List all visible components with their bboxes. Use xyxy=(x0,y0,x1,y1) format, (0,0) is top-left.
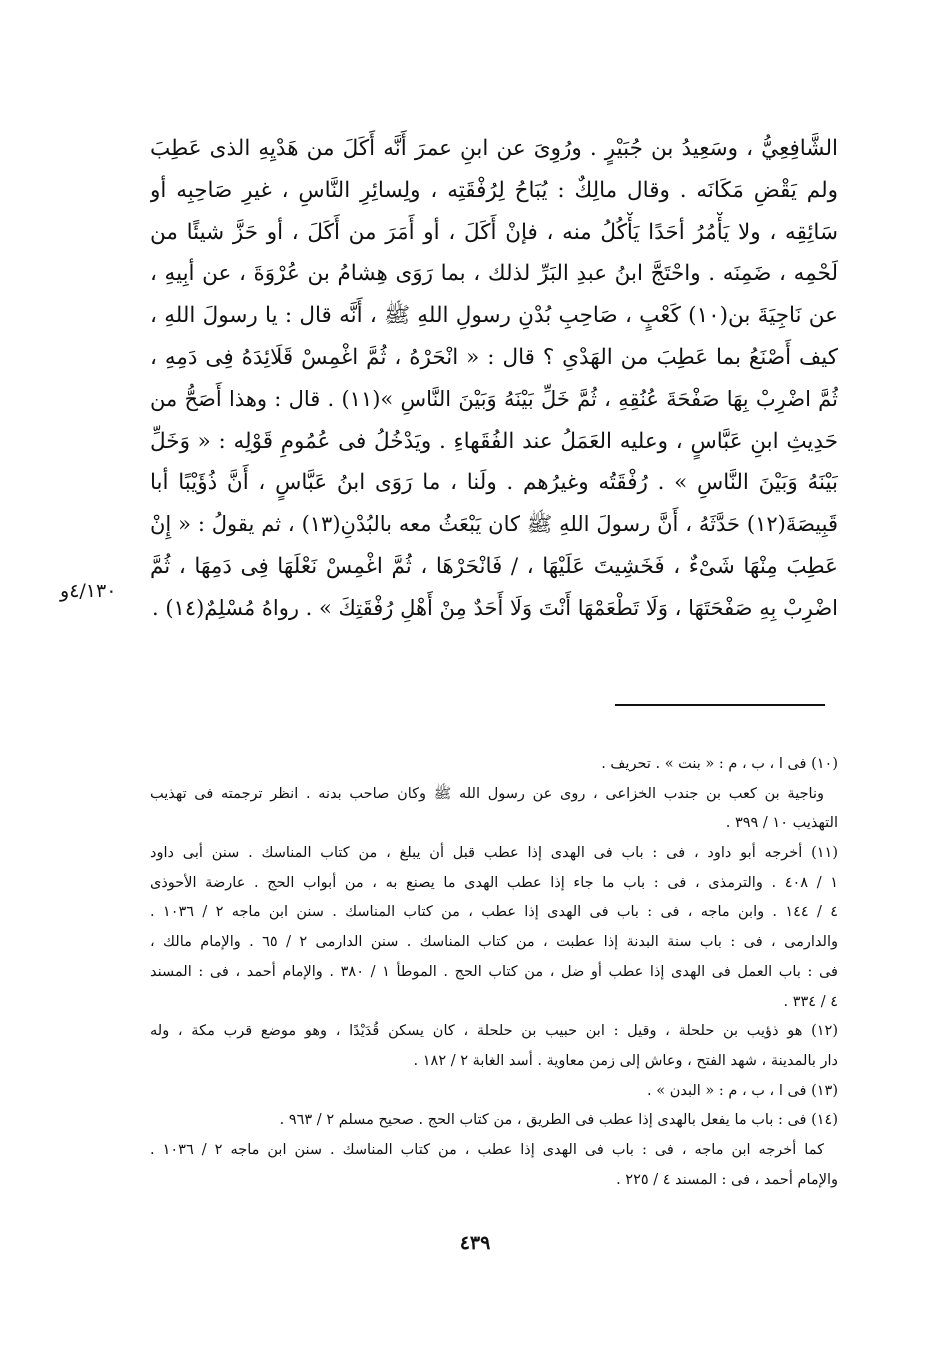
footnote-line: (١١) أخرجه أبو داود ، فى : باب فى الهدى إذا عطب قبل أن يبلغ ، من كتاب المناسك . سنن أبى داود xyxy=(150,845,838,862)
footnote-line: فى : باب العمل فى الهدى إذا عطب أو ضل ، من كتاب الحج . الموطأ ١ / ٣٨٠ . والإمام أحمد ، فى : المسند xyxy=(150,963,838,980)
text-line: سَائِقِه ، ولا يَأْمُرُ أحَدًا يَأْكُلُ منه ، فإنْ أَكَلَ ، أو أَمَرَ من أَكَلَ ، أو حَزَّ شيئًا من xyxy=(150,219,838,245)
text-line: لَحْمِه ، ضَمِنَه . واحْتَجَّ ابنُ عبدِ البَرِّ لذلك ، بما رَوَى هِشامُ بن عُرْوَةَ ، عن أبِيهِ ، xyxy=(150,261,838,287)
footnote-line: (١٤) فى : باب ما يفعل بالهدى إذا عطب فى الطريق ، من كتاب الحج . صحيح مسلم ٢ / ٩٦٣ . xyxy=(279,1112,838,1129)
text-line: كيف أَصْنَعُ بما عَطِبَ من الهَدْىِ ؟ قال : « انْحَرْهُ ، ثُمَّ اغْمِسْ قَلَائِدَهُ فِى دَمِهِ ، xyxy=(150,344,838,370)
text-line: الشَّافِعِيُّ ، وسَعِيدُ بن جُبَيْرٍ . ورُوِىَ عن ابنِ عمرَ أَنَّه أَكَلَ من هَدْيِهِ الذى عَطِبَ xyxy=(150,136,838,161)
footnote-line: (١٢) هو ذؤيب بن حلحلة ، وقيل : ابن حبيب بن حلحلة ، كان يسكن قُدَيْدًا ، وهو موضع قرب مكة ، وله xyxy=(150,1023,838,1040)
footnote-line: كما أخرجه ابن ماجه ، فى : باب فى الهدى إذا عطب ، من كتاب المناسك . سنن ابن ماجه ٢ / ١٠٣٦ . xyxy=(150,1141,824,1158)
footnote-line: وناجية بن كعب بن جندب الخزاعى ، روى عن رسول الله ﷺ وكان صاحب بدنه . انظر ترجمته فى تهذيب xyxy=(150,785,824,802)
text-line: حَدِيثِ ابنِ عَبَّاسٍ ، وعليه العَمَلُ عند الفُقَهاءِ . ويَدْخُلُ فى عُمُومِ قَوْلِه : « وَخَلِّ xyxy=(150,428,838,454)
page-number: ٤٣٩ xyxy=(459,1232,491,1254)
folio-margin-note: ٤/١٣٠و xyxy=(60,580,117,602)
text-line: ثُمَّ اضْرِبْ بِهَا صَفْحَةَ عُنُقِهِ ، ثُمَّ خَلِّ بَيْنَهُ وَبَيْنَ النَّاسِ »(١١) . قال : وهذا أَصَحُّ من xyxy=(150,386,838,411)
text-line: قَبِيصَةَ(١٢) حَدَّثَهُ ، أَنَّ رسولَ اللهِ ﷺ كان يَبْعَثُ معه بالبُدْنِ(١٣) ، ثم يقولُ : « إِنْ xyxy=(150,512,838,537)
text-line: بَيْنَهُ وَبَيْنَ النَّاسِ » . رُفْقَتُه وغيرُهم . ولَنا ، ما رَوَى ابنُ عَبَّاسٍ ، أَنَّ ذُؤَيْبًا أبا xyxy=(150,470,838,496)
footnotes-block xyxy=(150,750,838,1195)
footnote-line: ٤ / ١٤٤ . وابن ماجه ، فى : باب فى الهدى إذا عطب ، من كتاب المناسك . سنن ابن ماجه ٢ / ١٠٣٦ . xyxy=(150,904,838,921)
footnote-line: والدارمى ، فى : باب سنة البدنة إذا عطبت ، من كتاب المناسك . سنن الدارمى ٢ / ٦٥ . والإمام مالك ، xyxy=(150,934,838,951)
footnote-separator xyxy=(615,704,825,706)
text-line: عَطِبَ مِنْهَا شَىْءٌ ، فَخَشِيتَ عَلَيْهَا ، / فَانْحَرْهَا ، ثُمَّ اغْمِسْ نَعْلَهَا فِى دَمِهَا ، ثُمَّ xyxy=(150,553,838,579)
text-line: اضْرِبْ بِهِ صَفْحَتَهَا ، وَلَا تَطْعَمْهَا أَنْتَ وَلَا أَحَدٌ مِنْ أَهْلِ رُفْقَتِكَ » . رواهُ مُسْلِمٌ(١٤) . xyxy=(152,595,838,620)
footnote-line: ٤ / ٣٣٤ . xyxy=(783,993,838,1010)
main-text-block xyxy=(150,128,838,630)
text-line: عن نَاجِيَةَ بن(١٠) كَعْبٍ ، صَاحِبِ بُدْنِ رسولِ اللهِ ﷺ ، أَنَّه قال : يا رسولَ اللهِ ، xyxy=(150,303,838,329)
text-line: ولم يَقْضِ مَكَانَه . وقال مالِكٌ : يُبَاحُ لِرُفْقَتِه ، ولِسائِرِ النَّاسِ ، غيرِ صَاحِبِه أو xyxy=(150,177,838,203)
footnote-line: دار بالمدينة ، شهد الفتح ، وعاش إلى زمن معاوية . أسد الغابة ٢ / ١٨٢ . xyxy=(413,1052,838,1069)
footnote-line: ١ / ٤٠٨ . والترمذى ، فى : باب ما جاء إذا عطب الهدى ما يصنع به ، من أبواب الحج . عارضة الأحوذى xyxy=(150,874,838,891)
footnote-line: والإمام أحمد ، فى : المسند ٤ / ٢٢٥ . xyxy=(616,1171,838,1188)
footnote-line: (١٣) فى ا ، ب ، م : « البدن » . xyxy=(647,1082,838,1099)
footnote-line: التهذيب ١٠ / ٣٩٩ . xyxy=(725,815,838,832)
footnote-line: (١٠) فى ا ، ب ، م : « بنت » . تحريف . xyxy=(601,756,838,772)
